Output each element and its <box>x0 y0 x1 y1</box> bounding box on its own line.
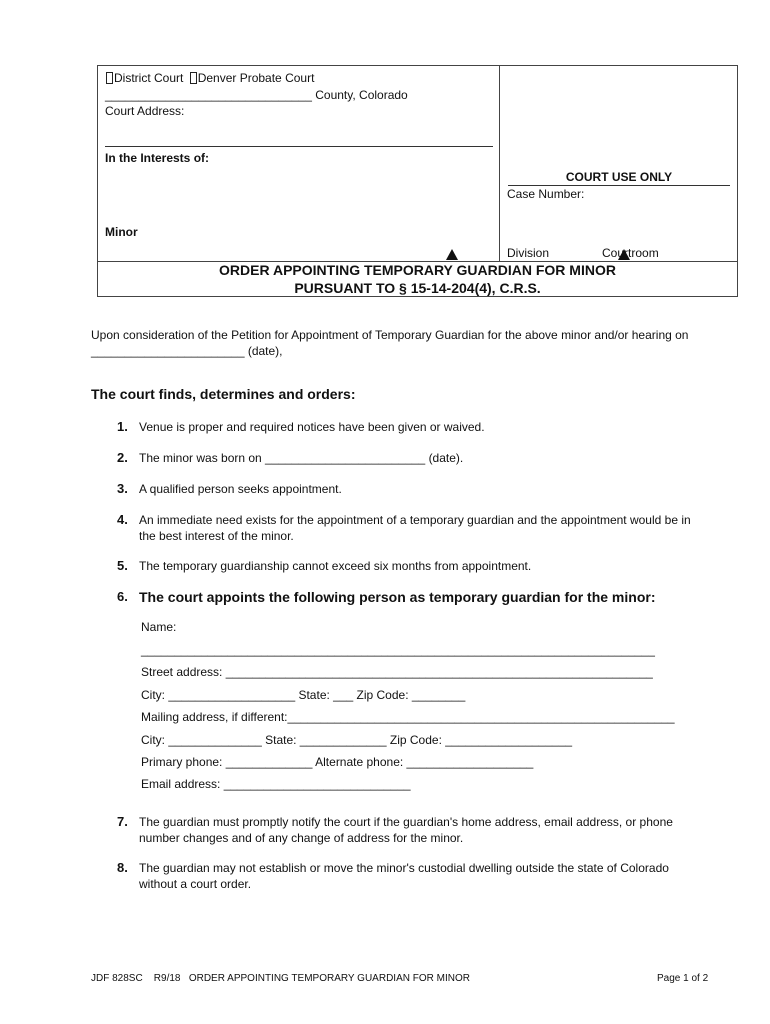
street-address-field[interactable]: Street address: ________________________________________________________________ <box>141 665 653 679</box>
division-label: Division <box>507 246 550 260</box>
county-line[interactable]: _______________________________ County, Colorado <box>105 88 408 102</box>
mailing-city-state-zip-field[interactable]: City: ______________ State: _____________ Zip Code: ___________________ <box>141 733 573 747</box>
triangle-marker-icon <box>618 249 630 260</box>
birth-date-field[interactable]: The minor was born on ________________________ (date). <box>139 451 464 465</box>
court-selection <box>106 71 314 85</box>
footer-page-number: Page 1 of 2 <box>657 973 709 984</box>
item-number: 4. <box>117 512 128 527</box>
item-text: number changes and of any change of address for the minor. <box>139 831 464 845</box>
document-title-line1: ORDER APPOINTING TEMPORARY GUARDIAN FOR MINOR <box>219 262 616 278</box>
item-text: the best interest of the minor. <box>139 529 294 543</box>
item-number: 8. <box>117 860 128 875</box>
item-text: The guardian may not establish or move the minor's custodial dwelling outside the state of Colorado <box>139 861 669 875</box>
minor-label: Minor <box>105 225 138 239</box>
guardian-name-label: Name: <box>141 620 177 634</box>
court-use-only-label: COURT USE ONLY <box>508 170 730 186</box>
city-state-zip-field[interactable]: City: ___________________ State: ___ Zip Code: ________ <box>141 688 466 702</box>
item-number: 1. <box>117 419 128 434</box>
appointment-heading: The court appoints the following person as temporary guardian for the minor: <box>139 589 656 605</box>
case-number-label: Case Number: <box>507 187 585 201</box>
denver-probate-court-label: Denver Probate Court <box>197 71 315 85</box>
interests-label: In the Interests of: <box>105 151 210 165</box>
mailing-address-field[interactable]: Mailing address, if different:__________________________________________________________ <box>141 710 675 724</box>
district-court-label: District Court <box>114 71 184 85</box>
item-number: 6. <box>117 589 128 604</box>
phone-fields[interactable]: Primary phone: _____________ Alternate phone: ___________________ <box>141 755 534 769</box>
findings-heading: The court finds, determines and orders: <box>91 386 356 402</box>
item-text: The temporary guardianship cannot exceed six months from appointment. <box>139 559 532 573</box>
triangle-marker-icon <box>446 249 458 260</box>
email-address-field[interactable]: Email address: ____________________________ <box>141 777 411 791</box>
court-address-label: Court Address: <box>105 104 185 118</box>
item-number: 7. <box>117 814 128 829</box>
item-text: A qualified person seeks appointment. <box>139 482 342 496</box>
item-text: An immediate need exists for the appointment of a temporary guardian and the appointment would be in <box>139 513 691 527</box>
district-court-checkbox[interactable] <box>106 72 113 84</box>
intro-line1: Upon consideration of the Petition for Appointment of Temporary Guardian for the above minor and/or hearing on <box>91 328 689 342</box>
guardian-name-field[interactable]: _____________________________________________________________________________ <box>141 643 655 657</box>
item-number: 3. <box>117 481 128 496</box>
item-number: 2. <box>117 450 128 465</box>
item-number: 5. <box>117 558 128 573</box>
courtroom-label: Courtroom <box>602 246 659 260</box>
document-title-line2: PURSUANT TO § 15-14-204(4), C.R.S. <box>294 280 541 296</box>
footer-form-id: JDF 828SC R9/18 ORDER APPOINTING TEMPORARY GUARDIAN FOR MINOR <box>91 973 470 984</box>
item-text: without a court order. <box>139 877 252 891</box>
denver-probate-court-checkbox[interactable] <box>190 72 197 84</box>
caption-divider-vertical <box>499 66 500 261</box>
item-text: The guardian must promptly notify the court if the guardian's home address, email address, or phone <box>139 815 673 829</box>
intro-date-line[interactable]: _______________________ (date), <box>91 344 283 358</box>
item-text: Venue is proper and required notices have been given or waived. <box>139 420 485 434</box>
caption-separator <box>105 146 493 147</box>
